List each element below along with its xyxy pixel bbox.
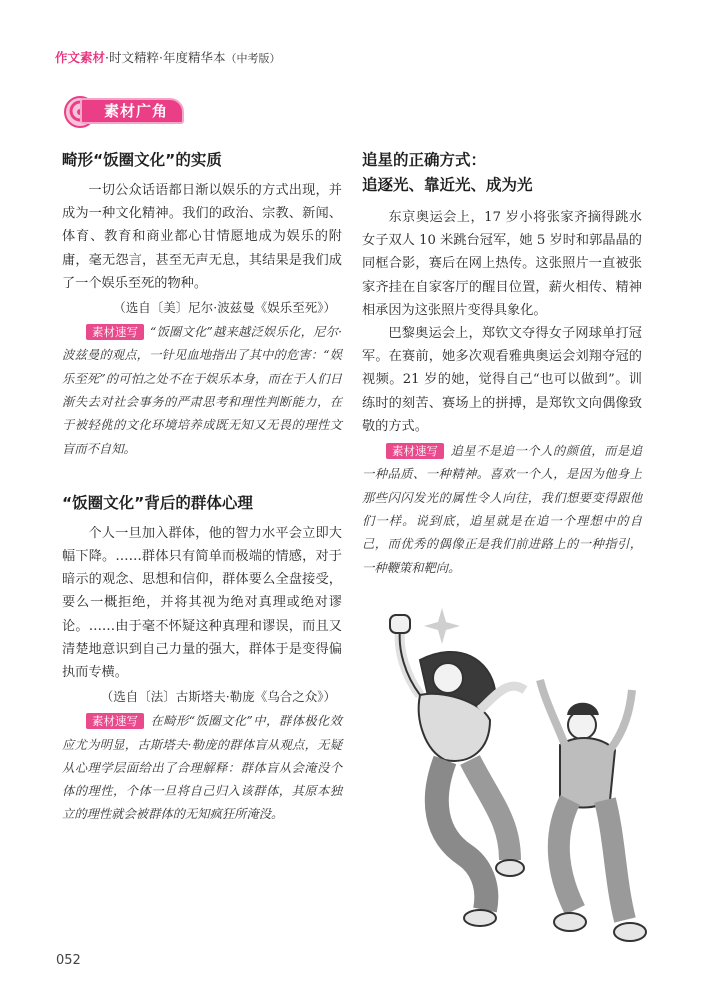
header-series: ·时文精粹·年度精华本 bbox=[105, 50, 226, 65]
section-title-2: “饭圈文化”背后的群体心理 bbox=[62, 493, 253, 512]
section-title-3-line2: 追逐光、靠近光、成为光 bbox=[362, 176, 533, 194]
woman-figure bbox=[390, 615, 525, 926]
section-title-3-line1: 追星的正确方式： bbox=[362, 151, 487, 169]
right-column bbox=[362, 148, 642, 580]
section-3-para-1: 东京奥运会上，17 岁小将张家齐摘得跳水女子双人 10 米跳台冠军，她 5 岁时和郭晶晶的同框合影，赛后在网上热传。这张照片一直被张家齐挂在自家客厅的醒目位置，薪火相传、精神相承因为这张照片变得具象化。 bbox=[362, 210, 642, 318]
section-1-body: 一切公众话语都日渐以娱乐的方式出现，并成为一种文化精神。我们的政治、宗教、新闻、体育、教育和商业都心甘情愿地成为娱乐的附庸，毫无怨言，甚至无声无息，其结果是我们成了一个娱乐至死的物种。 bbox=[62, 183, 342, 291]
note-text: 追星不是追一个人的颜值，而是追一种品质、一种精神。喜欢一个人，是因为他身上那些闪闪发光的属性令人向往，我们想要变得跟他们一样。说到底，追星就是在追一个理想中的自己，而优秀的偶像正是我们前进路上的一种指引，一种鞭策和靶向。 bbox=[362, 444, 642, 575]
section-1-source: （选自〔美〕尼尔·波兹曼《娱乐至死》） bbox=[113, 300, 336, 316]
section-3-note bbox=[362, 440, 642, 580]
note-tag: 素材速写 bbox=[386, 443, 444, 459]
man-figure bbox=[540, 680, 646, 941]
left-column bbox=[62, 148, 342, 827]
section-1-note bbox=[62, 321, 342, 461]
page-number: 052 bbox=[56, 953, 81, 968]
section-3-para-2: 巴黎奥运会上，郑钦文夺得女子网球单打冠军。在赛前，她多次观看雅典奥运会刘翔夺冠的视频。21 岁的她，觉得自己“也可以做到”。训练时的刻苦、赛场上的拼搏，是郑钦文向偶像致敬的方式。 bbox=[362, 326, 642, 434]
jumping-people-illustration bbox=[360, 600, 660, 970]
note-text: 在畸形“饭圈文化”中，群体极化效应尤为明显，古斯塔夫·勒庞的群体盲从观点，无疑从心理学层面给出了合理解释：群体盲从会淹没个体的理性，个体一旦将自己归入该群体，其原本独立的理性就会被群体的无知疯狂所淹没。 bbox=[62, 714, 342, 822]
note-tag: 素材速写 bbox=[86, 324, 144, 340]
section-2-note bbox=[62, 710, 342, 826]
note-tag: 素材速写 bbox=[86, 713, 144, 729]
sparkle-icon bbox=[424, 608, 460, 644]
section-banner bbox=[62, 92, 187, 128]
header-edition: （中考版） bbox=[225, 52, 281, 65]
header-brand: 作文素材 bbox=[55, 50, 106, 65]
running-header bbox=[55, 48, 280, 66]
banner-label: 素材广角 bbox=[80, 98, 184, 124]
section-2-source: （选自〔法〕古斯塔夫·勒庞《乌合之众》） bbox=[100, 689, 336, 705]
section-title-1: 畸形“饭圈文化”的实质 bbox=[62, 151, 222, 169]
section-2-body: 个人一旦加入群体，他的智力水平会立即大幅下降。……群体只有简单而极端的情感，对于暗示的观念、思想和信仰，群体要么全盘接受，要么一概拒绝，并将其视为绝对真理或绝对谬论。……由于毫不怀疑这种真理和谬误，而且又清楚地意识到自己力量的强大，群体于是变得偏执而专横。 bbox=[62, 525, 342, 681]
note-text: “饭圈文化”越来越泛娱乐化，尼尔·波兹曼的观点，一针见血地指出了其中的危害：“娱乐至死”的可怕之处不在于娱乐本身，而在于人们日渐失去对社会事务的严肃思考和理性判断能力，在于被轻佻的文化环境培养成既无知又无畏的理性文盲而不自知。 bbox=[62, 325, 342, 456]
